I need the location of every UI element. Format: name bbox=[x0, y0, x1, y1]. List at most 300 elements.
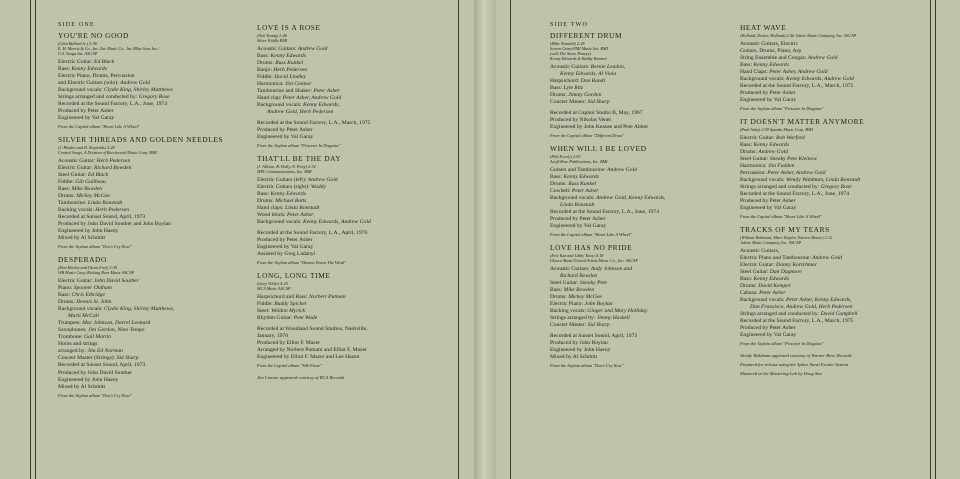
credit-line bbox=[257, 81, 453, 88]
credit-line bbox=[550, 195, 730, 202]
credit-role: Backing vocals: bbox=[550, 308, 588, 315]
credit-line bbox=[58, 172, 248, 179]
credit-line bbox=[257, 120, 453, 127]
credit-role: Engineered by Val Garay bbox=[550, 223, 607, 230]
credit-role: Steel Guitar: bbox=[58, 171, 88, 178]
credit-line bbox=[58, 384, 248, 391]
credit-performer: Peter Asher, Andrew Gold bbox=[282, 94, 342, 101]
credit-role: Tambourine and Shaker: bbox=[257, 87, 314, 94]
credit-performer: Bernie Leadon, bbox=[590, 63, 626, 70]
credit-line bbox=[58, 334, 248, 341]
credit-performer: Kenny Edwards, bbox=[302, 101, 340, 108]
publishing-credit: (Clint Ballard Jr.) 3:38 bbox=[58, 40, 97, 46]
credit-line bbox=[740, 163, 926, 170]
track-title: YOU'RE NO GOOD bbox=[58, 31, 129, 41]
credit-role: Bass: bbox=[550, 286, 564, 293]
album-source-note: From the Capitol album "Heart Like A Wheel" bbox=[740, 214, 822, 220]
credit-role: Background vocals: bbox=[550, 194, 596, 201]
credit-line bbox=[740, 255, 926, 262]
credit-line bbox=[58, 59, 248, 66]
credit-performer: David Lindley bbox=[274, 73, 307, 80]
credit-line bbox=[257, 95, 453, 102]
credit-performer: Wendy Waldman, Linda Ronstadt bbox=[785, 176, 861, 183]
credit-role: Acoustic Guitars: bbox=[550, 265, 591, 272]
track-list bbox=[740, 24, 926, 347]
credit-line bbox=[550, 188, 730, 195]
credit-role: Electric Guitar: bbox=[58, 58, 95, 65]
track-title: LOVE HAS NO PRIDE bbox=[550, 243, 633, 253]
credit-line bbox=[257, 244, 453, 251]
credit-role: Hand clap: bbox=[257, 94, 283, 101]
credit-line bbox=[257, 237, 453, 244]
credit-performer: Gregory Rose bbox=[138, 93, 170, 100]
credit-role: Drums: bbox=[257, 59, 276, 66]
credit-performer: Herb Pedersen bbox=[95, 207, 130, 214]
album-source-note: From the Asylum album "Don't Cry Now" bbox=[58, 392, 132, 398]
album-source-note: From the Capitol album "Silk Purse" bbox=[257, 363, 323, 369]
credit-role: Electric Guitar: bbox=[740, 261, 777, 268]
credit-role: Acoustic Guitar: bbox=[58, 157, 97, 164]
credit-role: Steel Guitar: bbox=[740, 268, 770, 275]
credit-performer: John Boylan bbox=[584, 301, 613, 307]
credit-line bbox=[58, 200, 248, 207]
credit-role: Hand Claps: bbox=[740, 68, 770, 75]
credit-line bbox=[58, 101, 248, 108]
credit-line bbox=[740, 135, 926, 142]
credit-performer: Danny Kortchmar bbox=[776, 261, 817, 268]
credit-role: Harpsichord and Bass: bbox=[257, 294, 310, 300]
credit-line bbox=[550, 85, 730, 92]
credit-role: Backing vocals: bbox=[58, 207, 96, 214]
credit-role: Engineered by Val Garay bbox=[740, 205, 797, 212]
credit-performer: Gail Martin bbox=[84, 334, 111, 341]
credit-line bbox=[550, 315, 730, 322]
credit-role: Drums: bbox=[550, 180, 569, 187]
album-source-note: From the Asylum album "Don't Cry Now" bbox=[58, 244, 132, 250]
track-list bbox=[257, 24, 453, 369]
credit-role: Electric Piano: bbox=[550, 301, 585, 307]
credit-performer: Peter Asher, Kenny Edwards, bbox=[785, 297, 852, 304]
credit-line bbox=[58, 299, 248, 306]
credit-line bbox=[740, 290, 926, 297]
credit-performer: Herb Pedersen bbox=[96, 157, 131, 164]
side-two-label: SIDE TWO bbox=[550, 22, 588, 28]
credit-role: Recorded at Woodland Sound Studios, Nashville, bbox=[257, 326, 368, 333]
credit-line bbox=[550, 124, 730, 131]
credit-line bbox=[58, 179, 248, 186]
credit-performer: Mickey McGee bbox=[76, 192, 110, 199]
credit-line bbox=[740, 269, 926, 276]
credit-line bbox=[257, 134, 453, 141]
credit-performer: Dan Fransisco, Andrew Gold, Herb Pedersen bbox=[750, 304, 853, 311]
credit-role: Recorded at the Sound Factory, L.A., June, 1974 bbox=[740, 191, 850, 198]
track-block bbox=[740, 118, 926, 220]
credit-line bbox=[550, 273, 730, 280]
credit-line bbox=[257, 74, 453, 81]
credit-role: Concert Master: bbox=[550, 98, 588, 105]
credit-line bbox=[740, 248, 926, 255]
credit-role: Drums: bbox=[257, 197, 276, 204]
credit-line bbox=[740, 332, 926, 339]
credit-performer: Spooner Oldham bbox=[73, 284, 112, 291]
credit-performer: Ed Black bbox=[94, 58, 115, 65]
credit-line bbox=[58, 221, 248, 228]
credit-performer: Jimmy Gordon bbox=[568, 91, 602, 98]
credit-role: Trumpets: bbox=[58, 320, 83, 327]
publishing-credit: (J. Rhodes and D. Reynolds) 2:29 bbox=[58, 144, 115, 150]
credit-performer: Richard Bowden bbox=[560, 272, 598, 279]
credit-line bbox=[257, 212, 453, 219]
track-title: LOVE IS A ROSE bbox=[257, 23, 321, 32]
credit-role: Wood block: bbox=[257, 212, 288, 219]
credit-line bbox=[257, 251, 453, 258]
credit-role: Steel Guitar: bbox=[550, 279, 580, 286]
credit-line bbox=[740, 48, 926, 55]
credit-role: Produced by John David Souther bbox=[58, 369, 132, 376]
track-title: LONG, LONG TIME bbox=[257, 271, 331, 281]
credit-performer: Peter Asher bbox=[287, 212, 314, 219]
credit-line bbox=[740, 156, 926, 163]
track-block bbox=[257, 24, 453, 149]
credit-line bbox=[257, 354, 453, 361]
track-title: DESPERADO bbox=[58, 255, 107, 265]
credit-performer: Peter Asher bbox=[571, 187, 599, 194]
credit-performer: Andrew Gold bbox=[120, 79, 150, 86]
publishing-credit: Acuff-Rose Publications, Inc. BMI bbox=[550, 158, 608, 164]
credit-role: Produced by Elliot F. Mazer bbox=[257, 340, 321, 347]
track-block bbox=[550, 145, 730, 238]
credit-performer: Herb Pedersen bbox=[273, 66, 308, 73]
publishing-credit: (Gary White) 4:25 bbox=[257, 281, 288, 286]
credit-performer: Andrew Gold bbox=[812, 254, 842, 261]
track-block bbox=[257, 272, 453, 369]
album-source-note: From the Capitol album "Heart Like A Wheel" bbox=[58, 124, 140, 130]
track-block bbox=[740, 226, 926, 347]
credit-performer: Sid Sharp bbox=[116, 355, 139, 362]
credit-role: Drums: bbox=[58, 192, 77, 199]
credit-role: Engineered by Val Garay bbox=[257, 134, 314, 141]
credit-role: January, 1970 bbox=[257, 333, 289, 340]
credit-line bbox=[257, 219, 453, 226]
credit-role: Drums: bbox=[550, 293, 569, 300]
credit-line bbox=[257, 46, 453, 53]
credit-line bbox=[257, 326, 453, 333]
credit-line bbox=[550, 266, 730, 273]
credit-performer: Peter Asher bbox=[313, 87, 340, 94]
credit-role: Rhythm Guitar: bbox=[257, 315, 294, 322]
credit-line bbox=[58, 193, 248, 200]
track-block bbox=[58, 136, 248, 250]
credit-line bbox=[257, 88, 453, 95]
credit-line bbox=[740, 41, 926, 48]
credit-performer: David Campbell bbox=[820, 311, 858, 318]
credit-performer: Chris Ethridge bbox=[71, 292, 105, 298]
credit-performer: Linda Ronstadt bbox=[560, 201, 595, 208]
credit-role: Drums: bbox=[740, 283, 759, 290]
credit-line bbox=[550, 301, 730, 308]
credit-line bbox=[550, 167, 730, 174]
credit-line bbox=[257, 53, 453, 60]
credit-role: Produced by Peter Asher bbox=[550, 216, 606, 223]
album-source-note: From the Capitol album "Different Drum" bbox=[550, 133, 625, 139]
credit-role: Recorded at the Sound Factory, L.A., June, 1974 bbox=[550, 208, 660, 215]
track-block bbox=[550, 244, 730, 369]
album-source-note: From the Asylum album "Prisoner In Disguise" bbox=[257, 143, 341, 149]
credit-role: Strings arranged and conducted by: bbox=[740, 311, 821, 318]
credit-line bbox=[257, 184, 453, 191]
credit-role: String Ensemble and Congas: bbox=[740, 54, 808, 61]
credit-line bbox=[257, 315, 453, 322]
credit-line bbox=[257, 109, 453, 116]
credit-line bbox=[740, 69, 926, 76]
credit-role: Saxophones: bbox=[58, 327, 88, 334]
track-title: IT DOESN'T MATTER ANYMORE bbox=[740, 117, 865, 127]
credit-role: Strings arranged and conducted by: bbox=[58, 93, 139, 100]
publishing-credit: (Phil Everly) 2:03 bbox=[550, 153, 581, 159]
credit-role: Recorded at the Sound Factory, L.A., June, 1974 bbox=[58, 100, 168, 107]
credit-performer: Ginger and Mary Holliday bbox=[587, 308, 648, 315]
credit-line bbox=[257, 333, 453, 340]
credit-line bbox=[550, 223, 730, 230]
credit-role: Electric Guitar: bbox=[58, 164, 95, 171]
credit-line bbox=[550, 347, 730, 354]
credit-performer: Norbert Putnam bbox=[309, 294, 346, 300]
credit-performer: Mickey McGee bbox=[568, 293, 602, 300]
credit-line bbox=[58, 313, 248, 320]
credit-role: Engineered by John Keause and Pete Abbot bbox=[550, 124, 648, 131]
publishing-credit: (Neil Young) 2:46 bbox=[257, 32, 287, 38]
publishing-credit: Kenny Edwards & Bobby Kimmel bbox=[550, 55, 607, 61]
credit-role: Engineered by John Haeny bbox=[58, 228, 119, 235]
track-block bbox=[58, 256, 248, 398]
credit-line bbox=[58, 235, 248, 242]
credit-line bbox=[550, 209, 730, 216]
credit-role: Recorded at the Sound Factory, L.A., March, 1975 bbox=[740, 82, 854, 89]
credit-line bbox=[58, 207, 248, 214]
credit-performer: Kenny Edwards bbox=[753, 141, 789, 148]
credit-role: Steel: bbox=[257, 308, 272, 315]
credit-performer: Linda Ronstadt bbox=[284, 205, 320, 212]
credit-line bbox=[740, 191, 926, 198]
side-one-footer: Jim Connor appeared courtesy of RCA Records bbox=[257, 375, 345, 381]
border-rule-right-inner bbox=[930, 0, 931, 479]
credit-role: Horns and strings bbox=[58, 341, 98, 348]
credit-line bbox=[550, 71, 730, 78]
credit-performer: Waddy bbox=[310, 183, 326, 190]
credit-line bbox=[740, 205, 926, 212]
credit-role: Electric Piano and Tambourine: bbox=[740, 254, 813, 261]
credit-role: Electric Guitar: bbox=[58, 277, 95, 284]
credit-role: Electric Guitars (left): bbox=[257, 176, 308, 183]
credit-performer: Dennis St. John bbox=[76, 299, 112, 306]
credit-performer: Sid Sharp bbox=[587, 98, 610, 105]
credit-role: Mixed by Al Schmitt bbox=[58, 235, 106, 242]
credit-role: Produced by Peter Asher bbox=[740, 325, 796, 332]
credit-role: Background vocals: bbox=[257, 219, 303, 226]
credit-line bbox=[58, 362, 248, 369]
credit-role: Recorded at Capitol Studio B, May, 1967 bbox=[550, 109, 643, 116]
credit-performer: Sid Sharp bbox=[587, 322, 610, 329]
credit-line bbox=[58, 115, 248, 122]
publishing-credit: U.S. Songs Inc. ASCAP bbox=[58, 50, 98, 56]
credit-performer: Marti McCall bbox=[68, 313, 99, 320]
credit-line bbox=[58, 320, 248, 327]
credit-performer: Kenny Edwards bbox=[270, 190, 306, 197]
credit-line bbox=[58, 165, 248, 172]
credit-performer: Kenny Edwards bbox=[753, 61, 789, 68]
credit-performer: Michael Botts bbox=[275, 197, 307, 204]
credit-line bbox=[257, 340, 453, 347]
credit-role: Background vocals: bbox=[740, 75, 786, 82]
publishing-credit: (Mike Nesmith) 2:45 bbox=[550, 40, 585, 46]
credit-line bbox=[740, 170, 926, 177]
credit-line bbox=[58, 278, 248, 285]
credit-line bbox=[58, 158, 248, 165]
credit-role: Acoustic Guitars, bbox=[740, 247, 780, 254]
credit-line bbox=[58, 186, 248, 193]
credit-role: Background vocals: bbox=[58, 306, 104, 313]
credit-performer: Ed Black bbox=[87, 171, 109, 178]
credit-line bbox=[550, 202, 730, 209]
credit-line bbox=[550, 181, 730, 188]
track-title: TRACKS OF MY TEARS bbox=[740, 225, 830, 235]
credit-line bbox=[58, 80, 248, 87]
credit-line bbox=[58, 306, 248, 313]
credit-role: Fiddle: bbox=[58, 178, 76, 185]
credit-role: Trombone: bbox=[58, 334, 85, 341]
credit-line bbox=[740, 149, 926, 156]
credit-performer: Linda Ronstadt bbox=[87, 199, 123, 206]
credit-line bbox=[257, 191, 453, 198]
publishing-credit: (Holland, Dozier, Holland) 2:46 Jobete Music Company, Inc. ASCAP bbox=[740, 32, 857, 38]
album-source-note: From the Capitol album "Heart Like A Wheel" bbox=[550, 232, 632, 238]
footer-line: Prepared for release using the Aphex Aural Exciter System bbox=[740, 362, 849, 368]
publishing-credit: (William Robinson, Marv Tarplin, Warren Moore) 3:12 bbox=[740, 234, 833, 240]
credit-performer: David Kemper bbox=[758, 283, 791, 290]
credit-performer: Bob Warford bbox=[776, 134, 805, 141]
credit-role: Strings arranged by: bbox=[550, 315, 597, 322]
credit-line bbox=[740, 311, 926, 318]
credit-role: Acoustic Guitars, Electric bbox=[740, 40, 798, 47]
publishing-credit: MCA Music ASCAP bbox=[257, 286, 291, 291]
credit-role: Produced by Nikolas Venet bbox=[550, 116, 611, 123]
credit-performer: Peter Asher bbox=[759, 290, 786, 297]
credit-performer: Gib Guilbeau bbox=[75, 178, 106, 185]
credit-role: Engineered by Elliot F. Mazer and Lee Hazen bbox=[257, 354, 360, 361]
credit-line bbox=[550, 287, 730, 294]
credit-role: Guitars, Drums, Piano, Arp bbox=[740, 47, 802, 54]
credit-performer: Russ Kunkel bbox=[275, 59, 303, 66]
credit-line bbox=[58, 370, 248, 377]
credit-performer: Kenny Edwards bbox=[753, 276, 789, 282]
track-block bbox=[740, 24, 926, 112]
credit-line bbox=[257, 205, 453, 212]
credit-role: Strings arranged and conducted by: bbox=[740, 183, 821, 190]
credit-role: Engineered by Val Garay bbox=[740, 96, 797, 103]
credit-role: Hand claps: bbox=[257, 205, 285, 212]
publishing-credit: WB Music Corp./Kicking Bear Music ASCAP bbox=[58, 269, 135, 275]
border-rule-left-outer bbox=[30, 0, 31, 479]
credit-performer: Dan Dugmore bbox=[769, 268, 802, 275]
credit-line bbox=[740, 276, 926, 283]
credit-role: Harmonica: bbox=[740, 162, 768, 169]
credit-role: Mixed by Al Schmitt bbox=[550, 354, 598, 361]
credit-performer: Peter Asher, Andrew Gold bbox=[769, 68, 828, 75]
credit-line bbox=[58, 355, 248, 362]
credit-line bbox=[257, 198, 453, 205]
credit-performer: Don Randi bbox=[580, 77, 606, 84]
credit-performer: Mike Bowden bbox=[71, 185, 103, 192]
credit-line bbox=[58, 73, 248, 80]
column-side-one-left bbox=[58, 22, 248, 405]
credit-role: Recorded at Sunset Sound, April, 1973 bbox=[58, 362, 146, 369]
credit-line bbox=[550, 117, 730, 124]
credit-role: Bass: bbox=[740, 61, 754, 68]
credit-role: Engineered by Val Garay bbox=[740, 332, 797, 339]
credit-performer: Mac Johnson, Darrel Leonard bbox=[82, 320, 151, 327]
credit-role: Background vocals: bbox=[257, 101, 303, 108]
credit-line bbox=[550, 294, 730, 301]
credit-line bbox=[740, 184, 926, 191]
credit-role: Produced by Peter Asher bbox=[740, 89, 796, 96]
gatefold-crease bbox=[474, 0, 496, 479]
border-rule-fold-left bbox=[458, 0, 459, 479]
credit-performer: Jim Gordon, Nino Tempo bbox=[88, 327, 145, 334]
credit-line bbox=[257, 294, 453, 301]
credit-line bbox=[58, 87, 248, 94]
credit-line bbox=[550, 216, 730, 223]
credit-line bbox=[550, 340, 730, 347]
track-list bbox=[58, 32, 248, 399]
credit-line bbox=[58, 327, 248, 334]
credit-role: Recorded at the Sound Factory, L.A., March, 1975 bbox=[740, 318, 854, 325]
border-rule-fold-right bbox=[510, 0, 511, 479]
credit-line bbox=[58, 341, 248, 348]
credit-performer: Gregory Rose bbox=[820, 183, 852, 190]
credit-performer: Andrew Gold bbox=[758, 148, 788, 155]
credit-line bbox=[58, 108, 248, 115]
credit-role: Steel Guitar: bbox=[740, 155, 770, 162]
credit-role: Arranged by Norbert Putnam and Elliot F. Mazer bbox=[257, 347, 367, 354]
credit-line bbox=[740, 304, 926, 311]
credit-performer: Buddy Spicher bbox=[274, 301, 308, 308]
column-side-two-right bbox=[740, 24, 926, 377]
credit-role: Produced by Peter Asher bbox=[58, 107, 114, 114]
credit-performer: Jim Connor bbox=[284, 80, 312, 87]
credit-role: Electric Piano, Drums, Percussion bbox=[58, 72, 135, 79]
credit-line bbox=[740, 177, 926, 184]
album-source-note: From the Asylum album "Prisoner In Disguise" bbox=[740, 106, 824, 112]
track-block bbox=[257, 155, 453, 266]
credit-role: Recorded at the Sound Factory, L.A., April, 1976 bbox=[257, 230, 368, 237]
border-rule-right-outer bbox=[935, 0, 936, 479]
credit-line bbox=[740, 297, 926, 304]
credit-role: Concert Master: bbox=[550, 322, 588, 329]
credit-role: Bass: bbox=[58, 292, 72, 298]
credit-line bbox=[58, 94, 248, 101]
credit-role: Drums: bbox=[740, 148, 759, 155]
publishing-credit: (Paul Anka) 2:59 Spanka Music Corp. BMI bbox=[740, 126, 813, 132]
credit-role: Engineered by John Haeny bbox=[550, 347, 611, 354]
album-source-note: From the Asylum album "Hasten Down The Wind" bbox=[257, 260, 346, 266]
credit-role: Piano: bbox=[58, 284, 74, 291]
credit-role: Recorded at the Sound Factory, L.A., March, 1975 bbox=[257, 120, 371, 127]
publishing-credit: Glasco Music/United Artists Music Co., Inc. ASCAP bbox=[550, 257, 638, 263]
credit-line bbox=[550, 322, 730, 329]
credit-role: Bass: bbox=[58, 65, 72, 72]
credit-line bbox=[257, 230, 453, 237]
credit-line bbox=[58, 285, 248, 292]
